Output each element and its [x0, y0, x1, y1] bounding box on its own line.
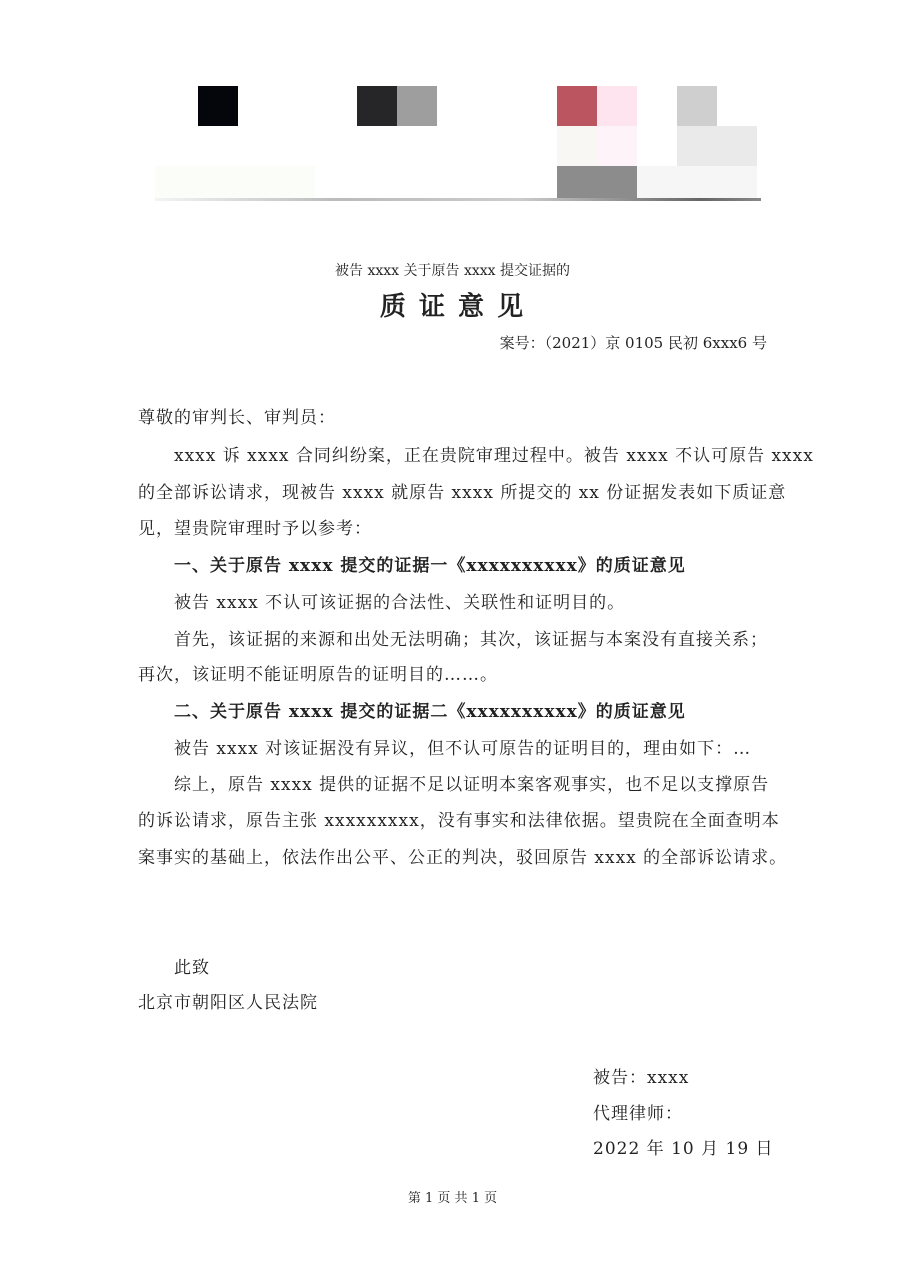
header-divider — [155, 198, 761, 201]
case-number: 案号：（2021）京 0105 民初 6xxx6 号 — [499, 334, 767, 352]
body-line: 的诉讼请求，原告主张 xxxxxxxxx，没有事实和法律依据。望贵院在全面查明本 — [138, 811, 780, 831]
court-name: 北京市朝阳区人民法院 — [138, 993, 318, 1013]
logo-block — [357, 86, 397, 126]
logo-block — [597, 126, 637, 166]
body-line: 案事实的基础上，依法作出公平、公正的判决，驳回原告 xxxx 的全部诉讼请求。 — [138, 848, 788, 868]
body-line: 被告 xxxx 对该证据没有异议，但不认可原告的证明目的，理由如下：… — [174, 739, 752, 759]
body-line: 首先，该证据的来源和出处无法明确；其次，该证据与本案没有直接关系； — [174, 630, 768, 650]
section-heading-1: 一、关于原告 xxxx 提交的证据一《xxxxxxxxxx》的质证意见 — [174, 556, 686, 576]
agent-lawyer: 代理律师： — [593, 1104, 683, 1124]
logo-block — [677, 126, 757, 166]
body-line: xxxx 诉 xxxx 合同纠纷案，正在贵院审理过程中。被告 xxxx 不认可原告 xxxx — [174, 446, 814, 466]
defendant: 被告：xxxx — [593, 1068, 690, 1088]
logo-block — [155, 166, 315, 200]
body-line: 被告 xxxx 不认可该证据的合法性、关联性和证明目的。 — [174, 593, 626, 613]
section-heading-2: 二、关于原告 xxxx 提交的证据二《xxxxxxxxxx》的质证意见 — [174, 702, 686, 722]
body-line: 综上，原告 xxxx 提供的证据不足以证明本案客观事实，也不足以支撑原告 — [174, 775, 770, 795]
logo-block — [637, 166, 757, 200]
logo-block — [557, 166, 637, 200]
body-line: 的全部诉讼请求，现被告 xxxx 就原告 xxxx 所提交的 xx 份证据发表如下质证意 — [138, 483, 787, 503]
closing: 此致 — [174, 958, 210, 978]
date: 2022 年 10 月 19 日 — [593, 1139, 774, 1159]
logo-block — [557, 126, 597, 166]
page-footer: 第 1 页 共 1 页 — [407, 1191, 498, 1206]
logo-block — [557, 86, 597, 126]
logo-block — [597, 86, 637, 126]
logo-block — [677, 86, 717, 126]
greeting: 尊敬的审判长、审判员： — [138, 408, 336, 428]
logo-block — [397, 86, 437, 126]
body-line: 见，望贵院审理时予以参考： — [138, 519, 372, 539]
body-line: 再次，该证明不能证明原告的证明目的……。 — [138, 665, 498, 685]
doc-subtitle: 被告 xxxx 关于原告 xxxx 提交证据的 — [335, 263, 570, 279]
doc-title: 质 证 意 见 — [379, 292, 526, 322]
logo-block — [198, 86, 238, 126]
